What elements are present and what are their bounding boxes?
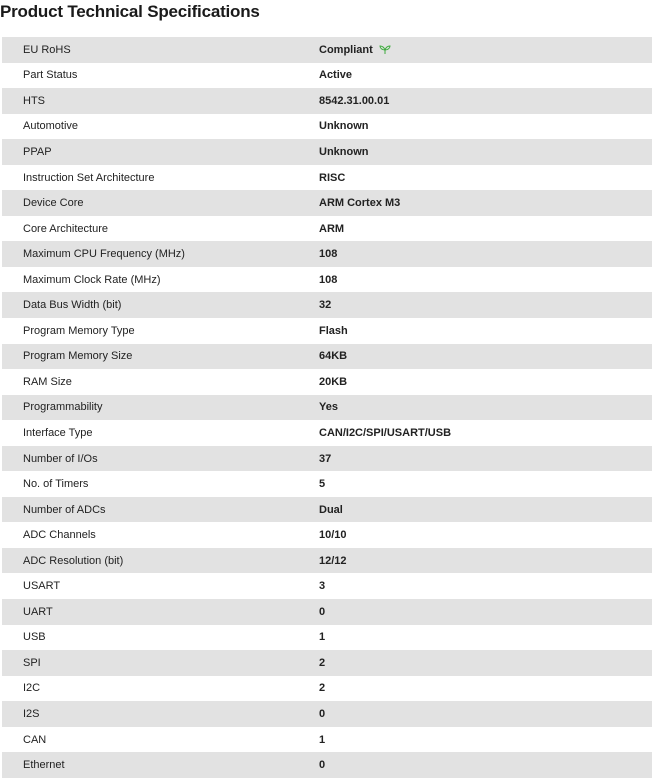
spec-name: I2S bbox=[23, 707, 40, 720]
spec-row bbox=[2, 267, 652, 293]
spec-row bbox=[2, 395, 652, 421]
spec-name: ADC Resolution (bit) bbox=[23, 554, 124, 567]
spec-row bbox=[2, 701, 652, 727]
spec-name: RAM Size bbox=[23, 375, 72, 388]
spec-row bbox=[2, 676, 652, 702]
spec-row bbox=[2, 420, 652, 446]
spec-value-cell bbox=[319, 657, 325, 669]
spec-value: 2 bbox=[319, 656, 326, 669]
spec-value-cell bbox=[319, 606, 325, 618]
spec-value: 0 bbox=[319, 605, 326, 618]
spec-value-cell bbox=[319, 478, 325, 490]
spec-row bbox=[2, 216, 652, 242]
spec-value-cell bbox=[319, 427, 451, 439]
spec-value-cell bbox=[319, 580, 325, 592]
spec-value-cell bbox=[319, 44, 391, 56]
spec-value-cell bbox=[319, 453, 331, 465]
spec-value-cell bbox=[319, 734, 325, 746]
spec-row bbox=[2, 471, 652, 497]
spec-value: 108 bbox=[319, 248, 338, 261]
spec-value: Yes bbox=[319, 401, 338, 414]
spec-row bbox=[2, 573, 652, 599]
spec-row bbox=[2, 625, 652, 651]
spec-value: 108 bbox=[319, 273, 338, 286]
spec-value: Flash bbox=[319, 324, 348, 337]
spec-row bbox=[2, 497, 652, 523]
spec-value: Unknown bbox=[319, 120, 369, 133]
spec-name: Core Architecture bbox=[23, 222, 108, 235]
spec-row bbox=[2, 292, 652, 318]
spec-value: 0 bbox=[319, 707, 326, 720]
spec-value-cell bbox=[319, 172, 345, 184]
spec-value: 32 bbox=[319, 299, 332, 312]
spec-value: 2 bbox=[319, 682, 326, 695]
spec-value: 1 bbox=[319, 733, 326, 746]
spec-name: No. of Timers bbox=[23, 478, 89, 491]
spec-value: 12/12 bbox=[319, 554, 347, 567]
spec-value-cell bbox=[319, 274, 337, 286]
spec-name: Maximum Clock Rate (MHz) bbox=[23, 273, 161, 286]
spec-name: SPI bbox=[23, 656, 41, 669]
spec-value: ARM bbox=[319, 222, 345, 235]
spec-value-cell bbox=[319, 504, 343, 516]
spec-row bbox=[2, 190, 652, 216]
spec-value-cell bbox=[319, 682, 325, 694]
spec-value-cell bbox=[319, 95, 389, 107]
spec-value: CAN/I2C/SPI/USART/USB bbox=[319, 426, 452, 439]
spec-row bbox=[2, 165, 652, 191]
spec-value: 8542.31.00.01 bbox=[319, 94, 390, 107]
spec-row bbox=[2, 369, 652, 395]
spec-name: Maximum CPU Frequency (MHz) bbox=[23, 248, 185, 261]
spec-value-cell bbox=[319, 197, 400, 209]
spec-name: CAN bbox=[23, 733, 47, 746]
spec-name: Programmability bbox=[23, 401, 103, 414]
spec-value: 37 bbox=[319, 452, 332, 465]
spec-value-cell bbox=[319, 299, 331, 311]
spec-value-cell bbox=[319, 69, 352, 81]
spec-value-cell bbox=[319, 401, 338, 413]
spec-name: HTS bbox=[23, 94, 45, 107]
spec-value: 1 bbox=[319, 631, 326, 644]
spec-value-cell bbox=[319, 555, 347, 567]
spec-row bbox=[2, 446, 652, 472]
spec-name: USB bbox=[23, 631, 46, 644]
spec-value: Compliant bbox=[319, 43, 373, 56]
spec-name: Part Status bbox=[23, 69, 78, 82]
spec-name: Program Memory Size bbox=[23, 350, 133, 363]
spec-name: Number of I/Os bbox=[23, 452, 98, 465]
spec-value: ARM Cortex M3 bbox=[319, 197, 401, 210]
spec-row bbox=[2, 318, 652, 344]
page-title: Product Technical Specifications bbox=[0, 2, 260, 21]
spec-name: EU RoHS bbox=[23, 43, 71, 56]
spec-value: RISC bbox=[319, 171, 346, 184]
spec-name: Device Core bbox=[23, 197, 84, 210]
spec-value-cell bbox=[319, 325, 348, 337]
spec-value-cell bbox=[319, 529, 347, 541]
spec-name: USART bbox=[23, 580, 61, 593]
spec-value-cell bbox=[319, 350, 347, 362]
spec-row bbox=[2, 139, 652, 165]
spec-name: Ethernet bbox=[23, 759, 65, 772]
spec-value-cell bbox=[319, 223, 344, 235]
spec-name: Instruction Set Architecture bbox=[23, 171, 155, 184]
spec-value: 3 bbox=[319, 580, 326, 593]
spec-table bbox=[2, 37, 652, 778]
spec-value-cell bbox=[319, 708, 325, 720]
spec-name: Interface Type bbox=[23, 426, 93, 439]
spec-row bbox=[2, 37, 652, 63]
spec-row bbox=[2, 344, 652, 370]
spec-row bbox=[2, 88, 652, 114]
spec-name: Program Memory Type bbox=[23, 324, 135, 337]
spec-value-cell bbox=[319, 631, 325, 643]
spec-value: 10/10 bbox=[319, 529, 347, 542]
spec-value-cell bbox=[319, 146, 369, 158]
spec-value: Dual bbox=[319, 503, 343, 516]
spec-row bbox=[2, 241, 652, 267]
spec-value: Active bbox=[319, 69, 353, 82]
spec-name: Data Bus Width (bit) bbox=[23, 299, 122, 312]
spec-value-cell bbox=[319, 248, 337, 260]
spec-row bbox=[2, 727, 652, 753]
spec-value: 64KB bbox=[319, 350, 348, 363]
spec-row bbox=[2, 752, 652, 778]
spec-value-cell bbox=[319, 376, 347, 388]
spec-name: I2C bbox=[23, 682, 41, 695]
spec-value-cell bbox=[319, 120, 369, 132]
spec-row bbox=[2, 114, 652, 140]
spec-name: PPAP bbox=[23, 145, 52, 158]
spec-name: Automotive bbox=[23, 120, 79, 133]
leaf-icon bbox=[379, 45, 391, 55]
spec-value: 5 bbox=[319, 478, 326, 491]
spec-name: UART bbox=[23, 605, 53, 618]
spec-value: 20KB bbox=[319, 375, 348, 388]
spec-row bbox=[2, 548, 652, 574]
spec-row bbox=[2, 650, 652, 676]
spec-name: Number of ADCs bbox=[23, 503, 106, 516]
spec-value: 0 bbox=[319, 759, 326, 772]
spec-value: Unknown bbox=[319, 145, 369, 158]
spec-row bbox=[2, 63, 652, 89]
spec-value-cell bbox=[319, 759, 325, 771]
spec-row bbox=[2, 522, 652, 548]
spec-row bbox=[2, 599, 652, 625]
spec-name: ADC Channels bbox=[23, 529, 96, 542]
